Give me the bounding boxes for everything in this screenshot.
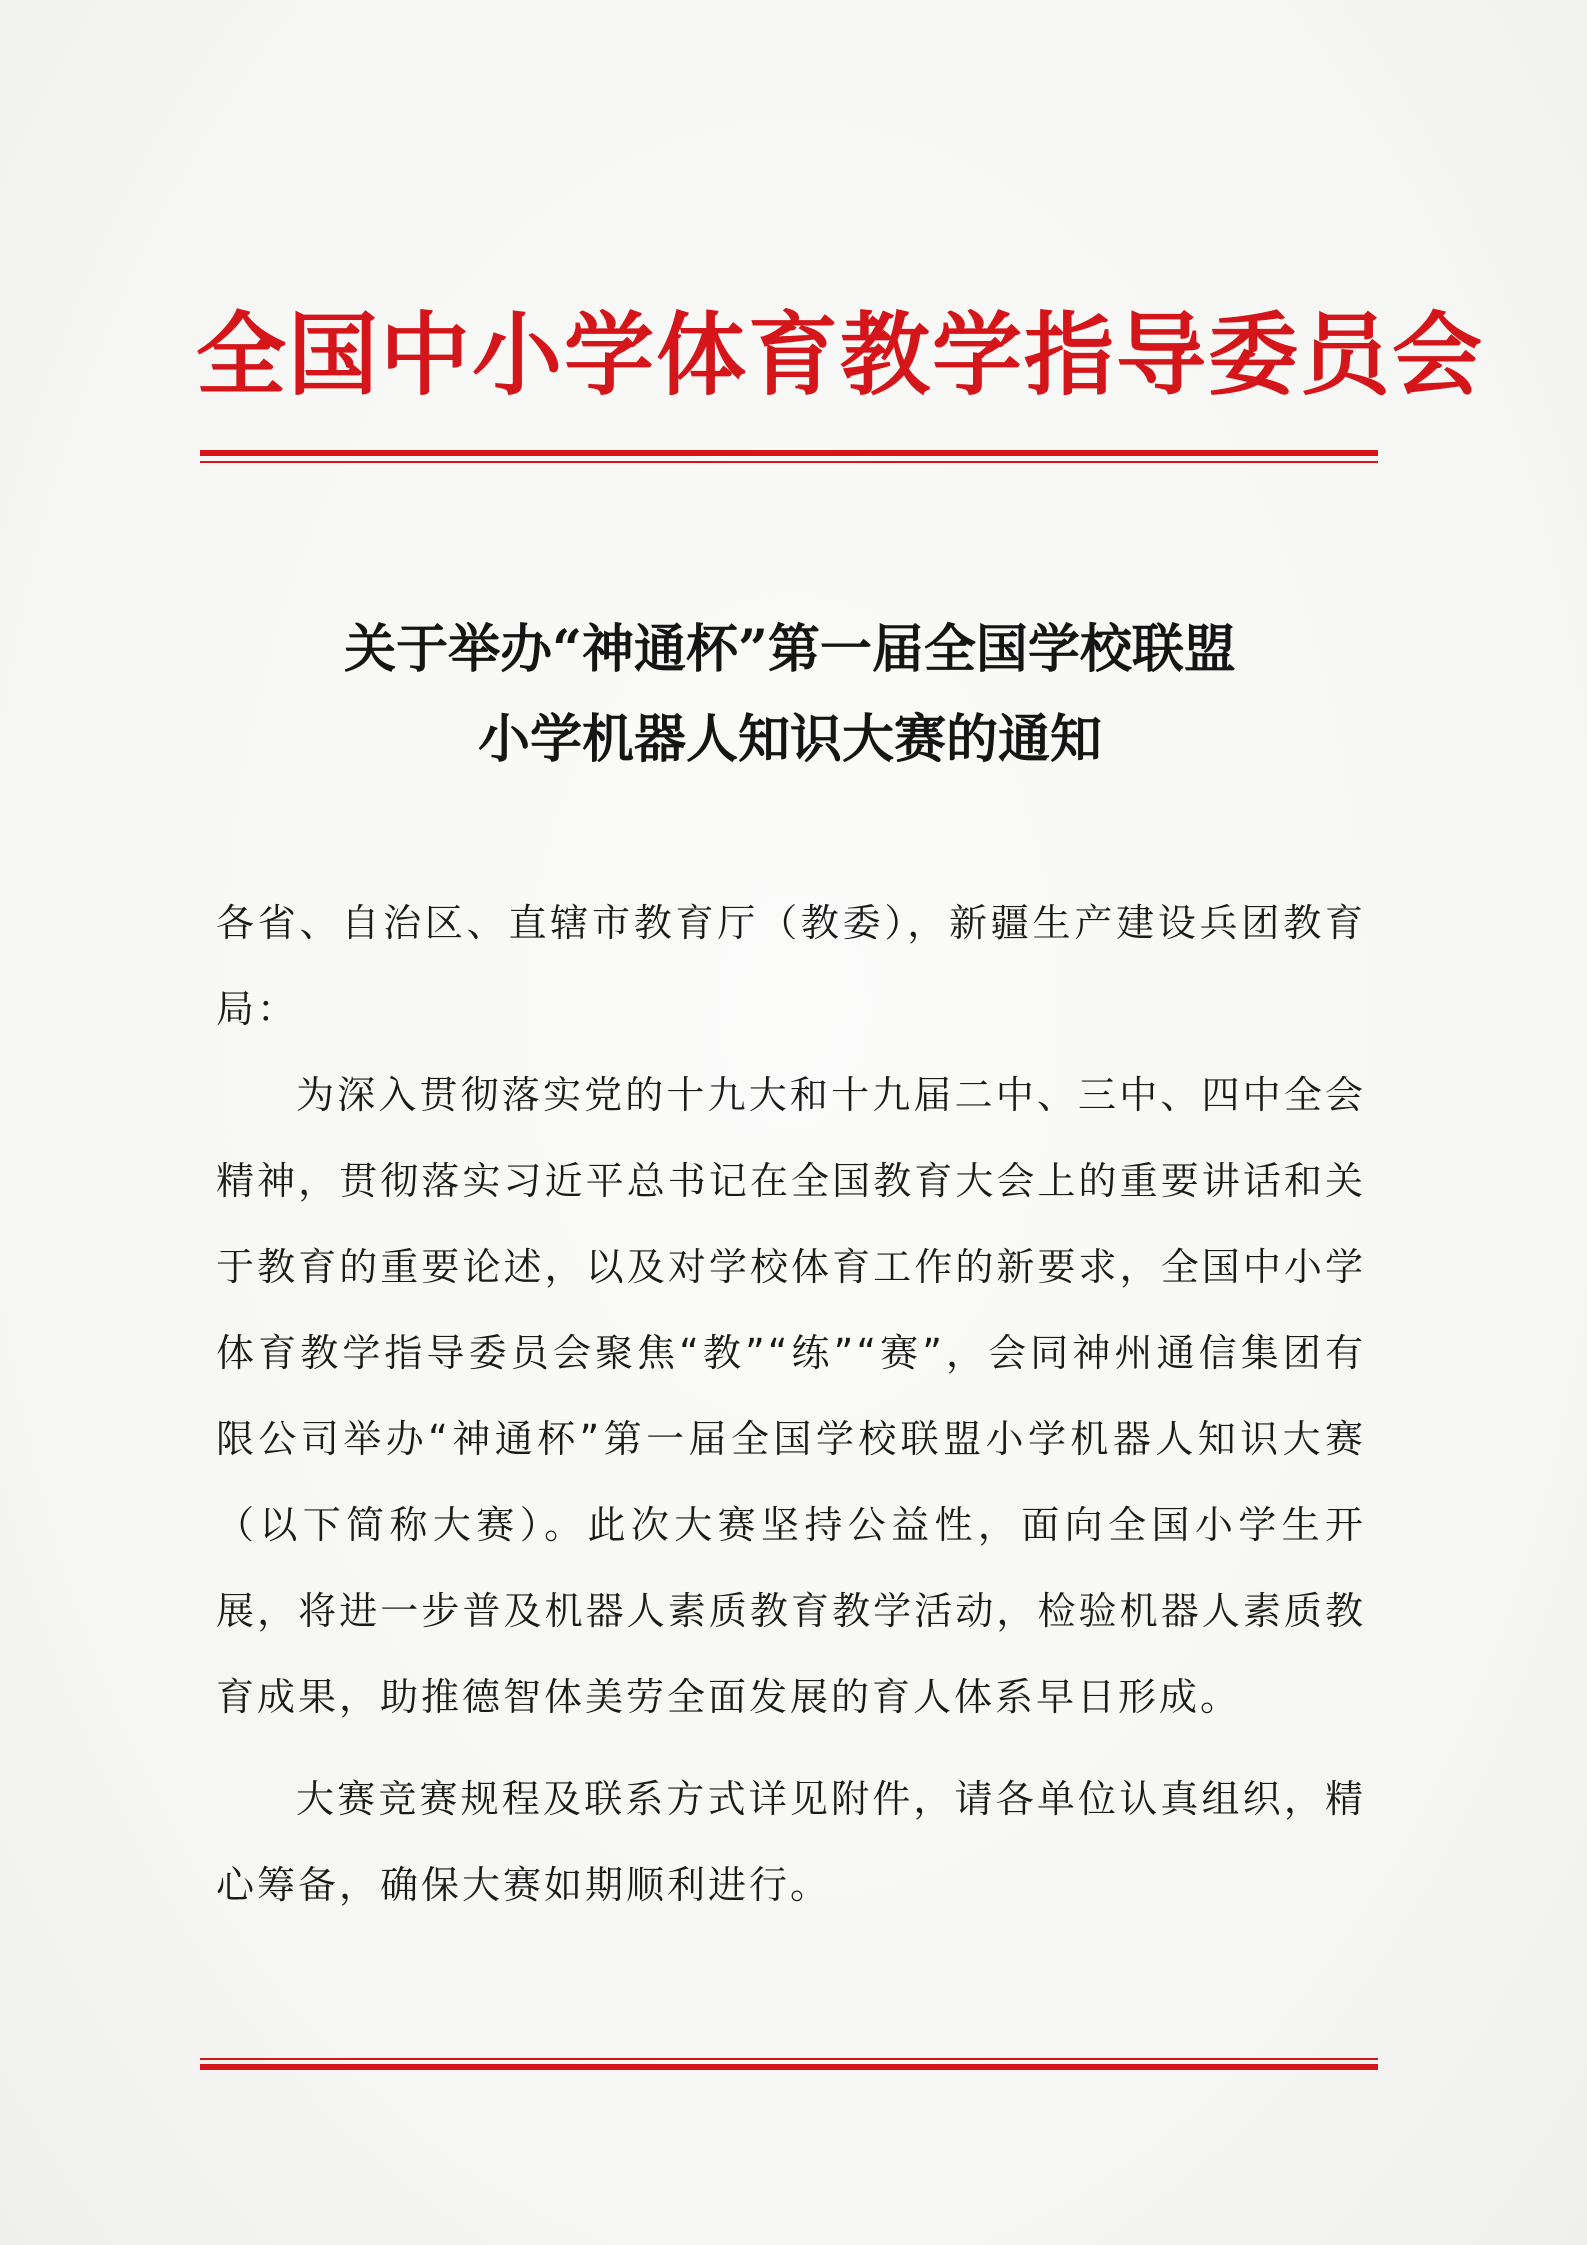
footer-divider-thick: [200, 2064, 1378, 2070]
body-paragraph-1: 为深入贯彻落实党的十九大和十九届二中、三中、四中全会精神，贯彻落实习近平总书记在全国教育大会上的重要讲话和关于教育的重要论述，以及对学校体育工作的新要求，全国中小学体育教学指导委员会聚焦“教”“练”“赛”，会同神州通信集团有限公司举办“神通杯”第一届全国学校联盟小学机器人知识大赛（以下简称大赛）。此次大赛坚持公益性，面向全国小学生开展，将进一步普及机器人素质教育教学活动，检验机器人素质教育成果，助推德智体美劳全面发展的育人体系早日形成。: [216, 1073, 1366, 1719]
body-paragraph-2: 大赛竞赛规程及联系方式详见附件，请各单位认真组织，精心筹备，确保大赛如期顺利进行。: [216, 1777, 1366, 1907]
document-body: [216, 880, 1366, 1928]
footer-divider-thin: [200, 2058, 1378, 2060]
letterhead-divider-thin: [200, 461, 1378, 463]
document-title-line-2: 小学机器人知识大赛的通知: [477, 709, 1102, 770]
salutation: 各省、自治区、直辖市教育厅（教委），新疆生产建设兵团教育局：: [216, 901, 1366, 1031]
letterhead-divider-thick: [200, 450, 1378, 456]
organization-letterhead: 全国中小学体育教学指导委员会: [196, 302, 1484, 408]
document-title-line-1: 关于举办“神通杯”第一届全国学校联盟: [344, 619, 1236, 680]
